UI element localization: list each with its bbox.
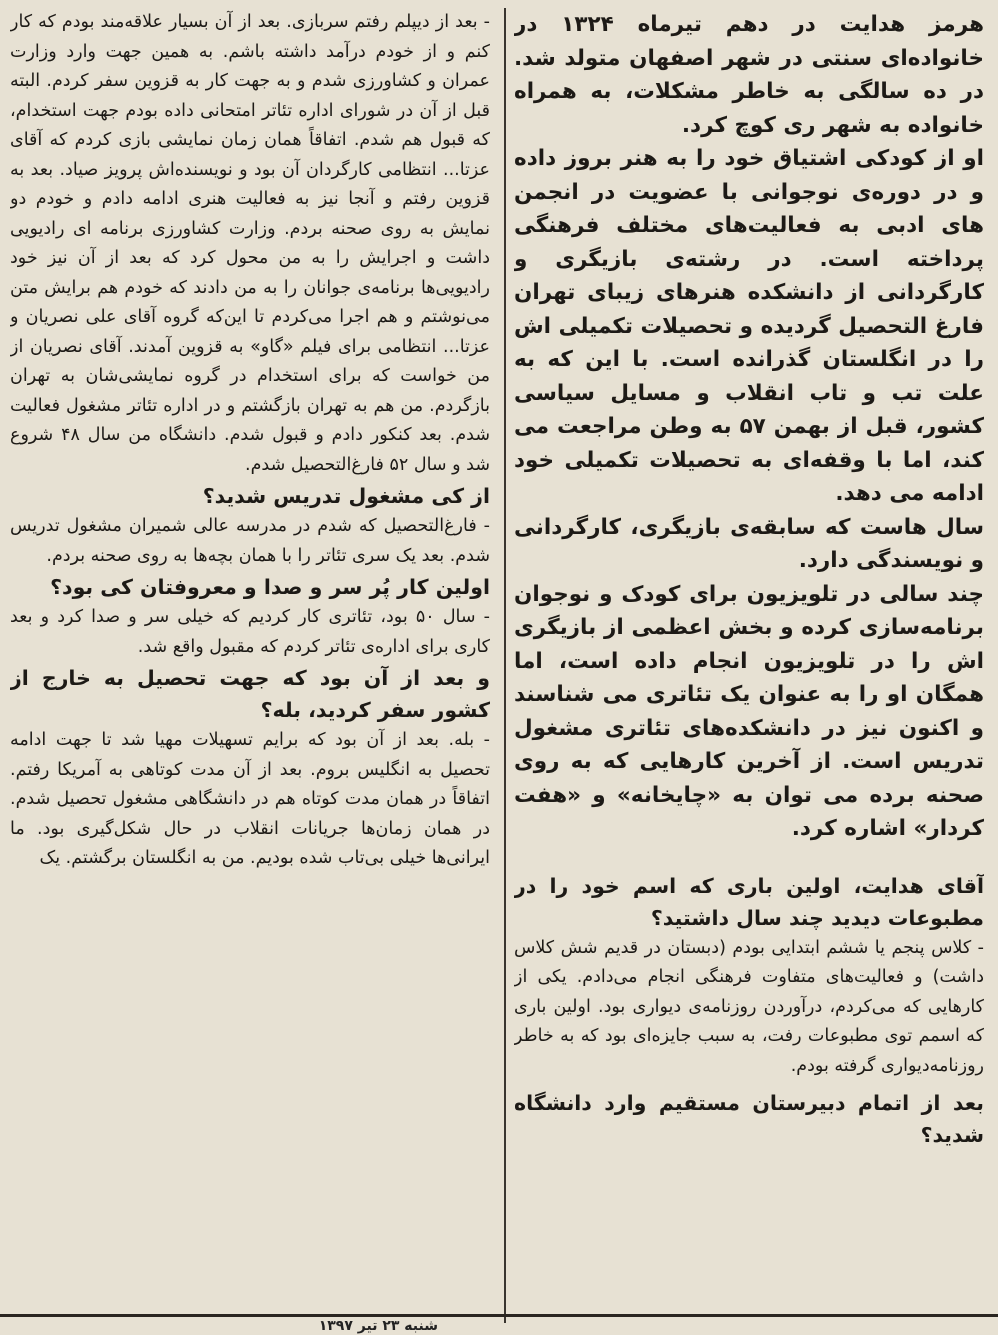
question-4: اولین کار پُر سر و صدا و معروفتان کی بود؟ [50, 575, 490, 599]
footer-rule [0, 1314, 998, 1317]
question-1: آقای هدایت، اولین باری که اسم خود را در مطبوعات دیدید چند سال داشتید؟ [514, 873, 984, 930]
bio-paragraph-4: چند سالی در تلویزیون برای کودک و نوجوان برنامه‌سازی کرده و بخش اعظمی از بازیگری اش را در تلویزیون انجام داده است، اما همگان او را به عنوان یک تئاتری می شناسند و اکنون نیز در دانشکده‌های تئاتری مشغول تدریس است. از آخرین کارهایی که به روی صحنه برده می توان به «چایخانه» و «هفت کردار» اشاره کرد. [514, 581, 984, 841]
answer-3: - فارغ‌التحصیل که شدم در مدرسه عالی شمیران مشغول تدریس شدم. بعد یک سری تئاتر را با همان بچه‌ها به روی صحنه بردم. [10, 516, 490, 566]
column-divider [504, 8, 506, 1323]
footer-text: شنبه ۲۳ تیر ۱۳۹۷ [318, 1318, 438, 1334]
bio-paragraph-1: هرمز هدایت در دهم تیرماه ۱۳۲۴ در خانواده‌ای سنتی در شهر اصفهان متولد شد. در ده سالگی به خاطر مشکلات، به همراه خانواده به شهر ری کوچ کرد. [514, 12, 984, 138]
bio-paragraph-2: او از کودکی اشتیاق خود را به هنر بروز داده و در دوره‌ی نوجوانی با عضویت در انجمن های ادبی به فعالیت‌های مختلف فرهنگی پرداخته است. در رشته‌ی بازیگری و کارگردانی از دانشکده هنرهای زیبای تهران فارغ التحصیل گردیده و تحصیلات تکمیلی اش را در انگلستان گذرانده است. با این که به علت تب و تاب انقلاب و مسایل سیاسی کشور، قبل از بهمن ۵۷ به وطن مراجعت می کند، اما با وقفه‌ای به تحصیلات تکمیلی خود ادامه می دهد. [514, 146, 984, 506]
question-3: از کی مشغول تدریس شدید؟ [202, 484, 490, 508]
spacer [514, 846, 984, 870]
answer-1: - کلاس پنجم یا ششم ابتدایی بودم (دبستان در قدیم شش کلاس داشت) و فعالیت‌های متفاوت فرهنگی انجام می‌دادم. یکی از کارهایی که می‌کردم، درآوردن روزنامه‌ی دیواری بود. اولین باری که اسمم توی مطبوعات رفت، به سبب جایزه‌ای بود که به خاطر روزنامه‌دیواری گرفته بودم. [514, 937, 984, 1076]
bio-paragraph-3: سال هاست که سابقه‌ی بازیگری، کارگردانی و نویسندگی دارد. [514, 514, 984, 573]
question-5: و بعد از آن بود که جهت تحصیل به خارج از کشور سفر کردید، بله؟ [10, 666, 490, 722]
answer-2: - بعد از دیپلم رفتم سربازی. بعد از آن بسیار علاقه‌مند بودم که کار کنم و از خودم درآمد داشته باشم. به همین جهت وارد وزارت عمران و کشاورزی شدم و به جهت کار به قزوین سفر کردم. البته قبل از آن در شورای اداره تئاتر امتحانی داده بودم جهت استخدام، که قبول هم شدم. اتفاقاً همان زمان نمایشی بازی کردم که آقای عزتا... انتظامی کارگردان آن بود و نویسنده‌اش پرویز صیاد. بعد به قزوین رفتم و آنجا نیز به فعالیت هنری ادامه دادم و خودم دو نمایش به روی صحنه بردم. وزارت کشاورزی برنامه ای رادیویی داشت و اجرایش را به من محول کرد که بعد از آن نیز خود رادیویی‌ها برنامه‌ی جوانان را به من دادند که خودم هم برایش متن می‌نوشتم و هم اجرا می‌کردم تا این‌که گروه آقای علی نصریان و عزتا... انتظامی برای فیلم «گاو» به قزوین آمدند. آقای نصریان از من خواست که برای استخدام در گروه نمایشی‌شان به تهران بازگردم. من هم به تهران بازگشتم و در اداره تئاتر مشغول فعالیت شدم. بعد کنکور دادم و قبول شدم. دانشگاه من سال ۴۸ شروع شد و سال ۵۲ فارغ‌التحصیل شدم. [10, 12, 490, 475]
question-2: بعد از اتمام دبیرستان مستقیم وارد دانشگاه شدید؟ [514, 1091, 984, 1147]
left-column [10, 8, 490, 1307]
answer-5: - بله. بعد از آن بود که برایم تسهیلات مهیا شد تا جهت ادامه تحصیل به انگلیس بروم. بعد از آن مدت کوتاهی به آمریکا رفتم. اتفاقاً در همان مدت کوتاه هم در دانشگاهی مشغول تحصیل شدم. در همان زمان‌ها جریانات انقلاب در حال شکل‌گیری بود. ما ایرانی‌ها خیلی بی‌تاب شده بودیم. من به انگلستان برگشتم. یک [10, 730, 490, 868]
answer-4: - سال ۵۰ بود، تئاتری کار کردیم که خیلی سر و صدا کرد و بعد کاری برای اداره‌ی تئاتر کردم که مقبول واقع شد. [10, 607, 490, 657]
right-column [514, 8, 984, 1307]
